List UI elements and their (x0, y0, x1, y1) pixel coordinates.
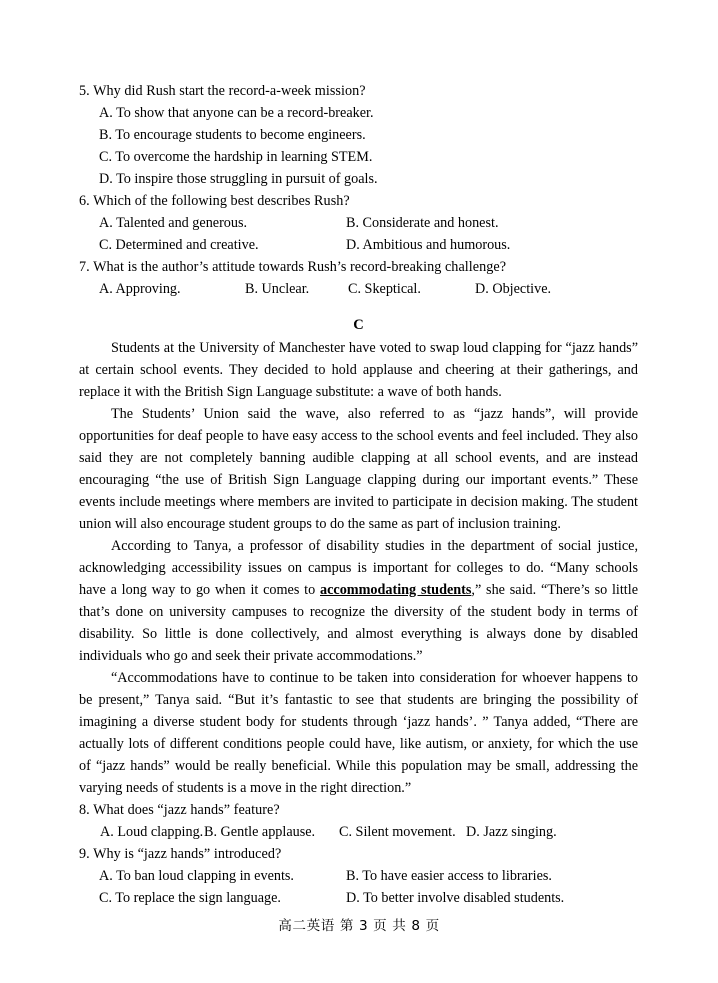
passage-paragraph-3 (79, 535, 638, 667)
page-content (79, 80, 638, 909)
question-7-option-c[interactable]: C. Skeptical. (348, 281, 421, 297)
question-5-option-d[interactable]: D. To inspire those struggling in pursuit of goals. (99, 171, 378, 187)
question-8-option-d[interactable]: D. Jazz singing. (466, 824, 557, 840)
question-7-option-a[interactable]: A. Approving. (99, 281, 181, 297)
question-9-option-a[interactable]: A. To ban loud clapping in events. (99, 868, 294, 884)
question-5-option-b[interactable]: B. To encourage students to become engineers. (99, 127, 366, 143)
question-5-stem: 5. Why did Rush start the record-a-week mission? (79, 83, 366, 99)
question-6-option-row-2 (79, 234, 638, 256)
passage-paragraph-2: The Students’ Union said the wave, also referred to as “jazz hands”, will provide opportunities for deaf people to have easy access to the school events and feel included. They also said they are not completely banning audible clapping at all school events, and are instead encouraging “the use of British Sign Language clapping during our important events.” These events include meetings where members are invited to participate in decision making. The student union will also encourage student groups to do the same as part of inclusion training. (79, 406, 638, 532)
question-6-option-d[interactable]: D. Ambitious and humorous. (346, 237, 511, 253)
question-6-option-a[interactable]: A. Talented and generous. (99, 215, 248, 231)
question-9-option-c[interactable]: C. To replace the sign language. (99, 890, 281, 906)
question-9-stem: 9. Why is “jazz hands” introduced? (79, 846, 282, 862)
passage-paragraph-1: Students at the University of Manchester have voted to swap loud clapping for “jazz hands” at certain school events. They decided to hold applause and cheering at their gatherings, and replace it with the British Sign Language substitute: a wave of both hands. (79, 340, 638, 400)
question-8-option-a[interactable]: A. Loud clapping. (100, 824, 204, 840)
passage-keyword-accommodating-students: accommodating students (320, 582, 472, 598)
question-9-option-row-1 (79, 865, 638, 887)
question-7-option-row (79, 278, 638, 300)
passage-paragraph-4: “Accommodations have to continue to be taken into consideration for whoever happens to be present,” Tanya said. “But it’s fantastic to see that students are bringing the possibility of imagining a diverse student body for students through ‘jazz hands’. ” Tanya added, “There are actually lots of different conditions people could have, like autism, or anxiety, for which the use of “jazz hands” would be really beneficial. While this population may be small, addressing the varying needs of students is a move in the right direction.” (79, 670, 638, 796)
question-7-stem: 7. What is the author’s attitude towards Rush’s record-breaking challenge? (79, 259, 507, 275)
question-9-option-b[interactable]: B. To have easier access to libraries. (346, 868, 552, 884)
question-8-option-b[interactable]: B. Gentle applause. (204, 824, 316, 840)
question-6-option-b[interactable]: B. Considerate and honest. (346, 215, 499, 231)
question-6-option-c[interactable]: C. Determined and creative. (99, 237, 259, 253)
question-8-option-c[interactable]: C. Silent movement. (339, 824, 456, 840)
page-footer (0, 914, 718, 934)
question-6-stem: 6. Which of the following best describes Rush? (79, 193, 350, 209)
passage-paragraph-3-part1: According to Tanya, a professor of disability studies in the department of social justice, acknowledging accessibility issues on campus is important for colleges to do. “Many schools have a long way to go when it comes to (79, 538, 638, 598)
question-6-option-row-1 (79, 212, 638, 234)
passage-paragraph-3-part2: ,” she said. “There’s so little that’s done on university campuses to recognize the diversity of the student body in terms of disability. So little is done collectively, and almost everything is always done by disabled individuals who go and seek their private accommodations.” (79, 582, 638, 664)
question-8-option-row (79, 821, 638, 843)
question-9-option-d[interactable]: D. To better involve disabled students. (346, 890, 565, 906)
question-7-option-b[interactable]: B. Unclear. (245, 281, 310, 297)
question-8-stem: 8. What does “jazz hands” feature? (79, 802, 280, 818)
question-5-option-c[interactable]: C. To overcome the hardship in learning STEM. (99, 149, 373, 165)
question-5-option-a[interactable]: A. To show that anyone can be a record-breaker. (99, 105, 374, 121)
section-letter-c: C (353, 317, 364, 333)
footer-text: 高二英语 第 3 页 共 8 页 (278, 918, 440, 934)
question-9-option-row-2 (79, 887, 638, 909)
question-7-option-d[interactable]: D. Objective. (475, 281, 552, 297)
